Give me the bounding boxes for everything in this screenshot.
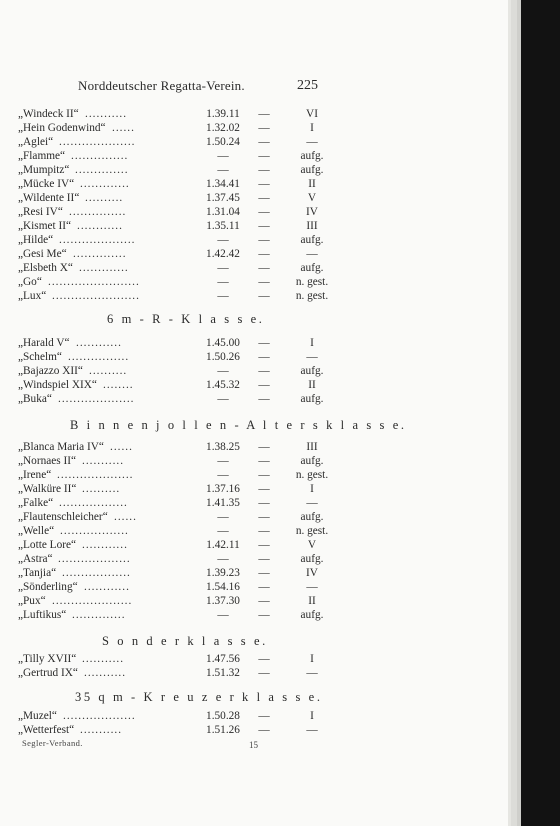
result-row <box>18 219 488 233</box>
finish-time: — <box>217 234 229 246</box>
result-row <box>18 163 488 177</box>
result-row <box>18 261 488 275</box>
separator-dash: — <box>258 234 270 246</box>
finish-time: 1.35.11 <box>206 220 240 232</box>
leader-dots: ........ <box>103 379 134 391</box>
placing: I <box>310 483 314 495</box>
leader-dots: .......... <box>89 365 128 377</box>
separator-dash: — <box>258 539 270 551</box>
boat-name: „Walküre II“ <box>18 483 77 495</box>
result-row <box>18 392 488 406</box>
placing: — <box>306 581 318 593</box>
result-row <box>18 107 488 121</box>
separator-dash: — <box>258 393 270 405</box>
leader-dots: ................ <box>68 351 130 363</box>
placing: — <box>306 667 318 679</box>
boat-name: „Elsbeth X“ <box>18 262 73 274</box>
result-row <box>18 350 488 364</box>
section-title: B i n n e n j o l l e n - A l t e r s k l a s s e. <box>70 418 407 432</box>
finish-time: 1.54.16 <box>206 581 240 593</box>
boat-name: „Gertrud IX“ <box>18 667 78 679</box>
boat-name: „Aglei“ <box>18 136 54 148</box>
placing: aufg. <box>300 262 324 274</box>
leader-dots: ........... <box>85 108 128 120</box>
finish-time: 1.39.11 <box>206 108 240 120</box>
boat-name: „Hilde“ <box>18 234 54 246</box>
leader-dots: ........... <box>84 667 127 679</box>
section-title: S o n d e r k l a s s e. <box>102 634 268 648</box>
separator-dash: — <box>258 290 270 302</box>
leader-dots: .................... <box>58 393 135 405</box>
result-row <box>18 723 488 737</box>
separator-dash: — <box>258 553 270 565</box>
separator-dash: — <box>258 220 270 232</box>
result-row <box>18 538 488 552</box>
placing: II <box>308 379 316 391</box>
separator-dash: — <box>258 337 270 349</box>
separator-dash: — <box>258 108 270 120</box>
leader-dots: ........................ <box>48 276 140 288</box>
boat-name: „Irene“ <box>18 469 52 481</box>
finish-time: — <box>217 262 229 274</box>
boat-name: „Falke“ <box>18 497 54 509</box>
placing: aufg. <box>300 511 324 523</box>
leader-dots: ............ <box>82 539 128 551</box>
leader-dots: ............... <box>69 206 127 218</box>
result-row <box>18 524 488 538</box>
boat-name: „Flautenschleicher“ <box>18 511 108 523</box>
result-row <box>18 496 488 510</box>
result-row <box>18 510 488 524</box>
result-row <box>18 468 488 482</box>
boat-name: „Gesi Me“ <box>18 248 67 260</box>
boat-name: „Nornaes II“ <box>18 455 77 467</box>
placing: n. gest. <box>295 276 329 288</box>
result-row <box>18 652 488 666</box>
result-row <box>18 552 488 566</box>
separator-dash: — <box>258 379 270 391</box>
finish-time: 1.41.35 <box>206 497 240 509</box>
result-row <box>18 666 488 680</box>
boat-name: „Resi IV“ <box>18 206 63 218</box>
separator-dash: — <box>258 441 270 453</box>
boat-name: „Bajazzo XII“ <box>18 365 83 377</box>
leader-dots: ............ <box>84 581 130 593</box>
placing: aufg. <box>300 164 324 176</box>
placing: — <box>306 136 318 148</box>
result-row <box>18 378 488 392</box>
result-row <box>18 135 488 149</box>
separator-dash: — <box>258 497 270 509</box>
placing: II <box>308 178 316 190</box>
finish-time: 1.50.26 <box>206 351 240 363</box>
leader-dots: ...... <box>114 511 137 523</box>
finish-time: — <box>217 393 229 405</box>
finish-time: 1.39.23 <box>206 567 240 579</box>
section-title: 6 m - R - K l a s s e. <box>107 312 265 326</box>
result-row <box>18 364 488 378</box>
leader-dots: .................. <box>62 567 131 579</box>
boat-name: „Astra“ <box>18 553 53 565</box>
leader-dots: ............. <box>80 178 130 190</box>
finish-time: 1.37.16 <box>206 483 240 495</box>
result-row <box>18 709 488 723</box>
boat-name: „Pux“ <box>18 595 46 607</box>
boat-name: „Muzel“ <box>18 710 57 722</box>
result-row <box>18 608 488 622</box>
result-row <box>18 336 488 350</box>
boat-name: „Hein Godenwind“ <box>18 122 106 134</box>
placing: aufg. <box>300 609 324 621</box>
placing: aufg. <box>300 365 324 377</box>
placing: V <box>307 192 317 204</box>
result-row <box>18 440 488 454</box>
placing: IV <box>306 567 318 579</box>
separator-dash: — <box>258 609 270 621</box>
placing: — <box>306 724 318 736</box>
finish-time: 1.51.26 <box>206 724 240 736</box>
boat-name: „Go“ <box>18 276 42 288</box>
boat-name: „Flamme“ <box>18 150 66 162</box>
finish-time: — <box>217 164 229 176</box>
result-row <box>18 275 488 289</box>
finish-time: — <box>217 469 229 481</box>
placing: — <box>306 351 318 363</box>
separator-dash: — <box>258 455 270 467</box>
leader-dots: ..................... <box>52 595 133 607</box>
placing: n. gest. <box>295 469 329 481</box>
section-title: 35 q m - K r e u z e r k l a s s e. <box>75 690 323 704</box>
result-row <box>18 191 488 205</box>
footer-publisher: Segler-Verband. <box>22 738 83 748</box>
signature-number: 15 <box>249 740 258 750</box>
leader-dots: .............. <box>72 609 126 621</box>
separator-dash: — <box>258 365 270 377</box>
header-title: Norddeutscher Regatta-Verein. <box>78 78 245 93</box>
placing: III <box>306 441 318 453</box>
result-row <box>18 594 488 608</box>
separator-dash: — <box>258 469 270 481</box>
leader-dots: ................... <box>58 553 131 565</box>
leader-dots: ............. <box>79 262 129 274</box>
result-row <box>18 482 488 496</box>
finish-time: 1.42.42 <box>206 248 240 260</box>
leader-dots: ........... <box>82 653 125 665</box>
boat-name: „Mumpitz“ <box>18 164 70 176</box>
finish-time: — <box>217 276 229 288</box>
result-row <box>18 566 488 580</box>
running-header <box>0 78 508 98</box>
placing: — <box>306 248 318 260</box>
leader-dots: .................... <box>57 469 134 481</box>
placing: aufg. <box>300 393 324 405</box>
placing: n. gest. <box>295 525 329 537</box>
separator-dash: — <box>258 192 270 204</box>
finish-time: 1.45.00 <box>206 337 240 349</box>
leader-dots: .................. <box>60 525 129 537</box>
leader-dots: ............ <box>76 337 122 349</box>
boat-name: „Harald V“ <box>18 337 70 349</box>
boat-name: „Blanca Maria IV“ <box>18 441 104 453</box>
placing: I <box>310 710 314 722</box>
result-row <box>18 177 488 191</box>
leader-dots: ...... <box>112 122 135 134</box>
finish-time: 1.32.02 <box>206 122 240 134</box>
separator-dash: — <box>258 653 270 665</box>
placing: II <box>308 595 316 607</box>
placing: aufg. <box>300 553 324 565</box>
leader-dots: ................... <box>63 710 136 722</box>
boat-name: „Lotte Lore“ <box>18 539 77 551</box>
separator-dash: — <box>258 710 270 722</box>
finish-time: — <box>217 609 229 621</box>
separator-dash: — <box>258 164 270 176</box>
finish-time: — <box>217 150 229 162</box>
result-row <box>18 580 488 594</box>
finish-time: — <box>217 455 229 467</box>
placing: III <box>306 220 318 232</box>
leader-dots: ........... <box>80 724 123 736</box>
result-row <box>18 233 488 247</box>
separator-dash: — <box>258 595 270 607</box>
leader-dots: .............. <box>73 248 127 260</box>
boat-name: „Lux“ <box>18 290 47 302</box>
placing: n. gest. <box>295 290 329 302</box>
separator-dash: — <box>258 276 270 288</box>
placing: I <box>310 337 314 349</box>
separator-dash: — <box>258 724 270 736</box>
leader-dots: ............... <box>71 150 129 162</box>
finish-time: 1.47.56 <box>206 653 240 665</box>
placing: I <box>310 122 314 134</box>
boat-name: „Kismet II“ <box>18 220 72 232</box>
finish-time: 1.50.24 <box>206 136 240 148</box>
boat-name: „Tanjia“ <box>18 567 57 579</box>
finish-time: — <box>217 290 229 302</box>
separator-dash: — <box>258 206 270 218</box>
finish-time: 1.37.30 <box>206 595 240 607</box>
finish-time: 1.42.11 <box>206 539 240 551</box>
leader-dots: .............. <box>75 164 129 176</box>
separator-dash: — <box>258 248 270 260</box>
finish-time: 1.45.32 <box>206 379 240 391</box>
leader-dots: .................. <box>59 497 128 509</box>
finish-time: 1.38.25 <box>206 441 240 453</box>
leader-dots: ........... <box>82 455 125 467</box>
boat-name: „Wetterfest“ <box>18 724 75 736</box>
separator-dash: — <box>258 511 270 523</box>
boat-name: „Welle“ <box>18 525 55 537</box>
separator-dash: — <box>258 122 270 134</box>
leader-dots: .......... <box>82 483 121 495</box>
leader-dots: .......... <box>85 192 124 204</box>
result-row <box>18 121 488 135</box>
leader-dots: ............ <box>77 220 123 232</box>
separator-dash: — <box>258 262 270 274</box>
finish-time: 1.51.32 <box>206 667 240 679</box>
result-row <box>18 289 488 303</box>
leader-dots: ...... <box>110 441 133 453</box>
placing: aufg. <box>300 455 324 467</box>
placing: V <box>307 539 317 551</box>
placing: IV <box>306 206 318 218</box>
result-row <box>18 149 488 163</box>
separator-dash: — <box>258 483 270 495</box>
finish-time: — <box>217 553 229 565</box>
placing: I <box>310 653 314 665</box>
placing: aufg. <box>300 234 324 246</box>
leader-dots: ....................... <box>52 290 140 302</box>
placing: aufg. <box>300 150 324 162</box>
placing: — <box>306 497 318 509</box>
separator-dash: — <box>258 667 270 679</box>
finish-time: 1.34.41 <box>206 178 240 190</box>
boat-name: „Luftikus“ <box>18 609 67 621</box>
leader-dots: .................... <box>59 234 136 246</box>
boat-name: „Buka“ <box>18 393 52 405</box>
result-row <box>18 247 488 261</box>
finish-time: — <box>217 525 229 537</box>
boat-name: „Windspiel XIX“ <box>18 379 97 391</box>
boat-name: „Tilly XVII“ <box>18 653 77 665</box>
boat-name: „Sönderling“ <box>18 581 78 593</box>
finish-time: — <box>217 511 229 523</box>
leader-dots: .................... <box>59 136 136 148</box>
page-number: 225 <box>297 78 318 93</box>
boat-name: „Wildente II“ <box>18 192 80 204</box>
placing: VI <box>306 108 318 120</box>
finish-time: 1.50.28 <box>206 710 240 722</box>
separator-dash: — <box>258 525 270 537</box>
result-row <box>18 205 488 219</box>
boat-name: „Schelm“ <box>18 351 62 363</box>
finish-time: 1.37.45 <box>206 192 240 204</box>
separator-dash: — <box>258 581 270 593</box>
separator-dash: — <box>258 150 270 162</box>
finish-time: — <box>217 365 229 377</box>
finish-time: 1.31.04 <box>206 206 240 218</box>
separator-dash: — <box>258 351 270 363</box>
separator-dash: — <box>258 178 270 190</box>
result-row <box>18 454 488 468</box>
boat-name: „Windeck II“ <box>18 108 79 120</box>
separator-dash: — <box>258 136 270 148</box>
boat-name: „Mücke IV“ <box>18 178 75 190</box>
separator-dash: — <box>258 567 270 579</box>
